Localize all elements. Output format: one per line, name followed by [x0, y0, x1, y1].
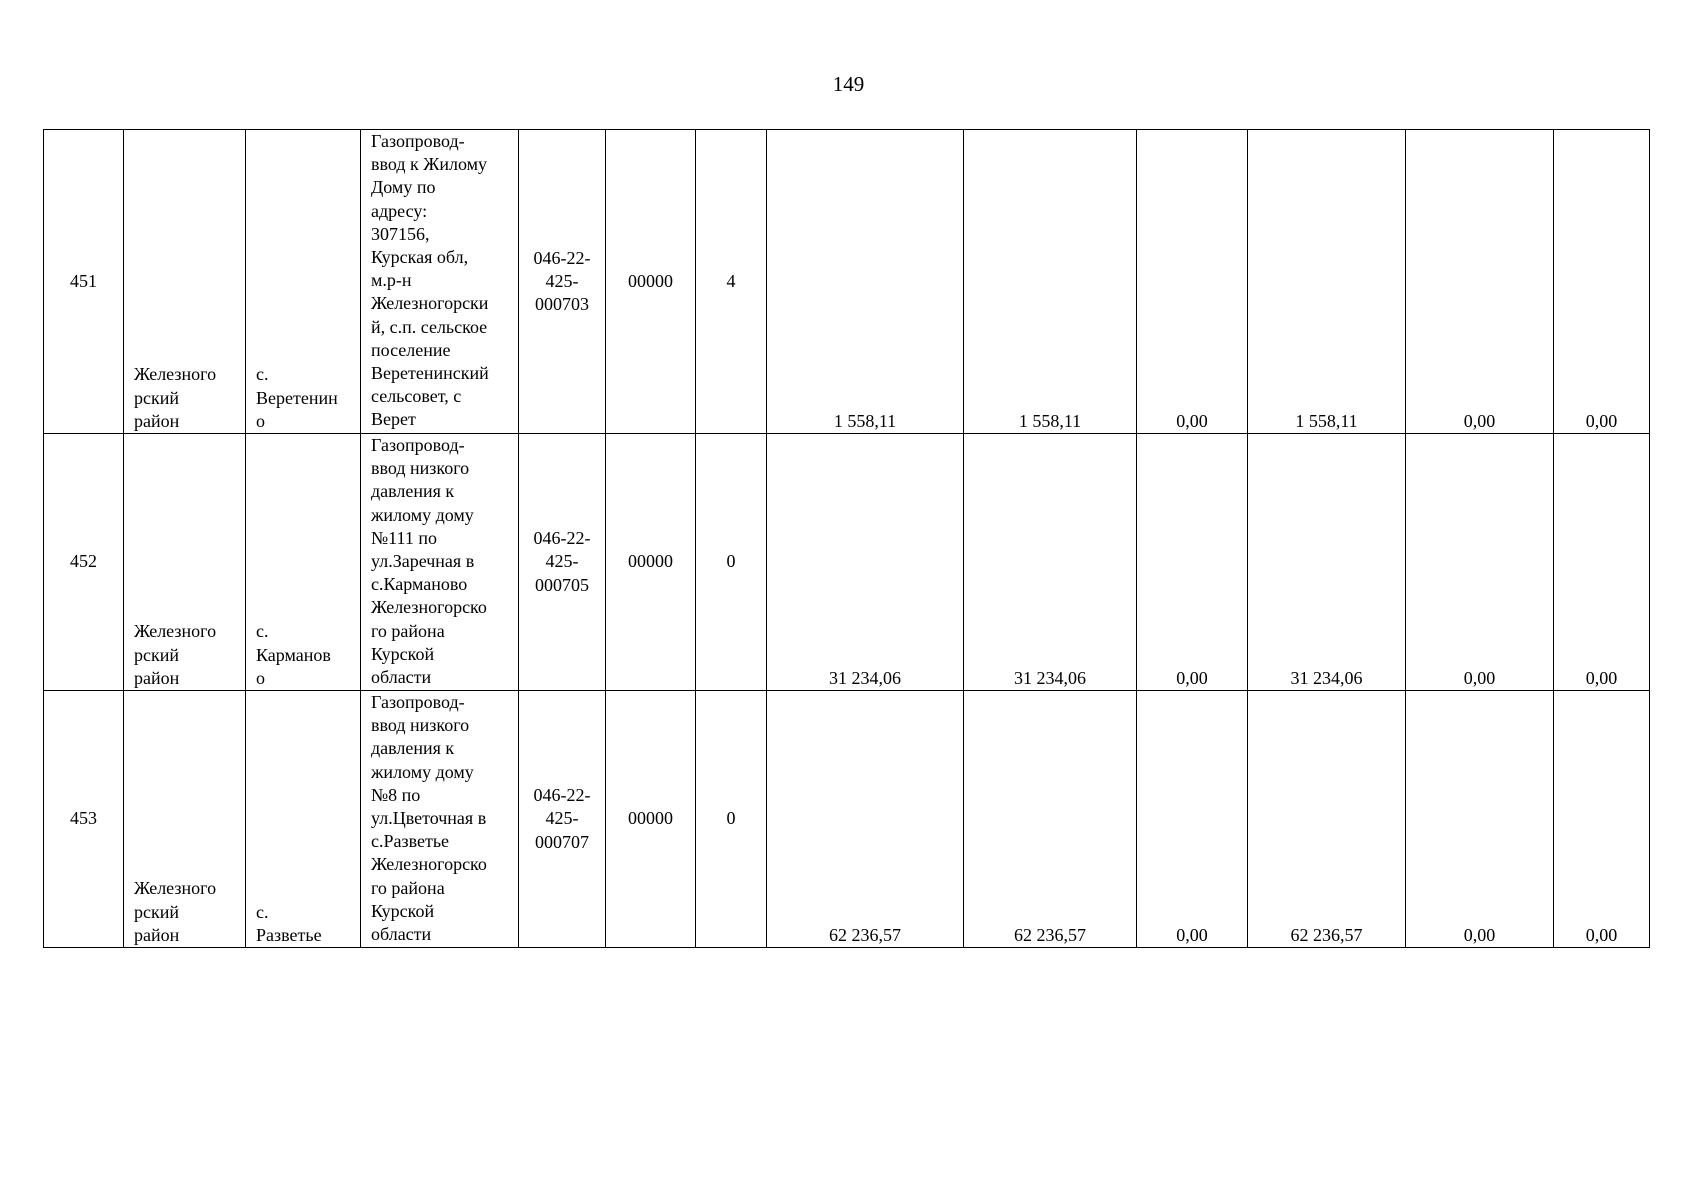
value-cell-6: 0,00 — [1554, 434, 1650, 691]
locality-cell — [246, 691, 361, 948]
cadastral-code-cell — [519, 130, 606, 434]
description-line: с.Разветье — [371, 831, 450, 852]
district-line: район — [134, 924, 180, 945]
table-row — [44, 434, 1650, 691]
value-cell-3: 0,00 — [1137, 691, 1248, 948]
description-line: 307156, — [371, 223, 430, 244]
description-line: го района — [371, 620, 445, 641]
description-line: ул.Заречная в — [371, 551, 475, 572]
value-cell-5: 0,00 — [1406, 130, 1554, 434]
district-line: Железного — [134, 621, 217, 642]
description-line: Курской — [371, 643, 435, 664]
value-cell-2: 62 236,57 — [964, 691, 1137, 948]
locality-line: с. — [256, 621, 269, 642]
district-line: рский — [134, 387, 179, 408]
description-line: Дому по — [371, 177, 436, 198]
value-cell-4: 1 558,11 — [1248, 130, 1406, 434]
description-line: го района — [371, 877, 445, 898]
code-line: 000703 — [535, 294, 589, 315]
description-line: поселение — [371, 339, 451, 360]
code-line: 425- — [545, 551, 579, 572]
description-line: Веретенинский — [371, 363, 489, 384]
code2-cell: 00000 — [606, 691, 696, 948]
cadastral-code-cell — [519, 691, 606, 948]
code-line: 425- — [545, 270, 579, 291]
description-line: Газопровод- — [371, 435, 465, 455]
district-line: рский — [134, 901, 179, 922]
description-line: Газопровод- — [371, 131, 465, 151]
description-line: Курская обл, — [371, 247, 469, 268]
district-line: Железного — [134, 878, 217, 899]
locality-line: с. — [256, 901, 269, 922]
description-line: №8 по — [371, 784, 421, 805]
count-cell: 0 — [696, 434, 767, 691]
locality-line: о — [256, 410, 265, 431]
value-cell-3: 0,00 — [1137, 130, 1248, 434]
locality-cell — [246, 130, 361, 434]
description-line: ввод к Жилому — [371, 154, 488, 175]
description-line: №111 по — [371, 527, 437, 548]
description-line: области — [371, 667, 432, 688]
row-number: 452 — [44, 434, 124, 691]
value-cell-1: 31 234,06 — [767, 434, 964, 691]
code2-cell: 00000 — [606, 434, 696, 691]
row-number: 453 — [44, 691, 124, 948]
table-row — [44, 130, 1650, 434]
code-line: 425- — [545, 808, 579, 829]
locality-line: о — [256, 667, 265, 688]
code-line: 046-22- — [533, 247, 591, 268]
description-line: адресу: — [371, 200, 428, 221]
description-line: области — [371, 924, 432, 945]
table-row — [44, 691, 1650, 948]
description-line: с.Карманово — [371, 574, 468, 595]
value-cell-1: 1 558,11 — [767, 130, 964, 434]
locality-line: Веретенин — [256, 387, 338, 408]
locality-cell — [246, 434, 361, 691]
description-line: Железногорско — [371, 597, 487, 618]
description-cell — [361, 434, 519, 691]
code-line: 000707 — [535, 831, 589, 852]
district-line: рский — [134, 644, 179, 665]
value-cell-2: 1 558,11 — [964, 130, 1137, 434]
code2-cell: 00000 — [606, 130, 696, 434]
description-line: Курской — [371, 900, 435, 921]
count-cell: 4 — [696, 130, 767, 434]
description-cell — [361, 691, 519, 948]
value-cell-4: 62 236,57 — [1248, 691, 1406, 948]
description-cell — [361, 130, 519, 434]
code-line: 000705 — [535, 574, 589, 595]
description-line: Газопровод- — [371, 692, 465, 712]
district-line: район — [134, 410, 180, 431]
description-line: м.р-н — [371, 270, 412, 291]
locality-line: Разветье — [256, 924, 322, 945]
value-cell-3: 0,00 — [1137, 434, 1248, 691]
value-cell-6: 0,00 — [1554, 691, 1650, 948]
district-cell — [124, 691, 246, 948]
description-line: Верет — [371, 409, 416, 430]
row-number: 451 — [44, 130, 124, 434]
district-cell — [124, 434, 246, 691]
cadastral-code-cell — [519, 434, 606, 691]
description-line: жилому дому — [371, 504, 474, 525]
district-line: Железного — [134, 364, 217, 385]
description-line: ввод низкого — [371, 715, 470, 736]
count-cell: 0 — [696, 691, 767, 948]
page-number: 149 — [832, 72, 865, 96]
description-line: ввод низкого — [371, 458, 470, 479]
value-cell-5: 0,00 — [1406, 434, 1554, 691]
locality-line: Карманов — [256, 644, 331, 665]
description-line: ул.Цветочная в — [371, 808, 487, 829]
description-line: жилому дому — [371, 761, 474, 782]
value-cell-6: 0,00 — [1554, 130, 1650, 434]
data-table — [43, 129, 1650, 948]
value-cell-5: 0,00 — [1406, 691, 1554, 948]
district-cell — [124, 130, 246, 434]
district-line: район — [134, 667, 180, 688]
description-line: Железногорски — [371, 293, 489, 314]
code-line: 046-22- — [533, 785, 591, 806]
description-line: Железногорско — [371, 854, 487, 875]
locality-line: с. — [256, 364, 269, 385]
value-cell-2: 31 234,06 — [964, 434, 1137, 691]
description-line: давления к — [371, 481, 455, 502]
code-line: 046-22- — [533, 528, 591, 549]
description-line: давления к — [371, 738, 455, 759]
description-line: й, с.п. сельское — [371, 316, 488, 337]
value-cell-4: 31 234,06 — [1248, 434, 1406, 691]
description-line: сельсовет, с — [371, 386, 462, 407]
value-cell-1: 62 236,57 — [767, 691, 964, 948]
